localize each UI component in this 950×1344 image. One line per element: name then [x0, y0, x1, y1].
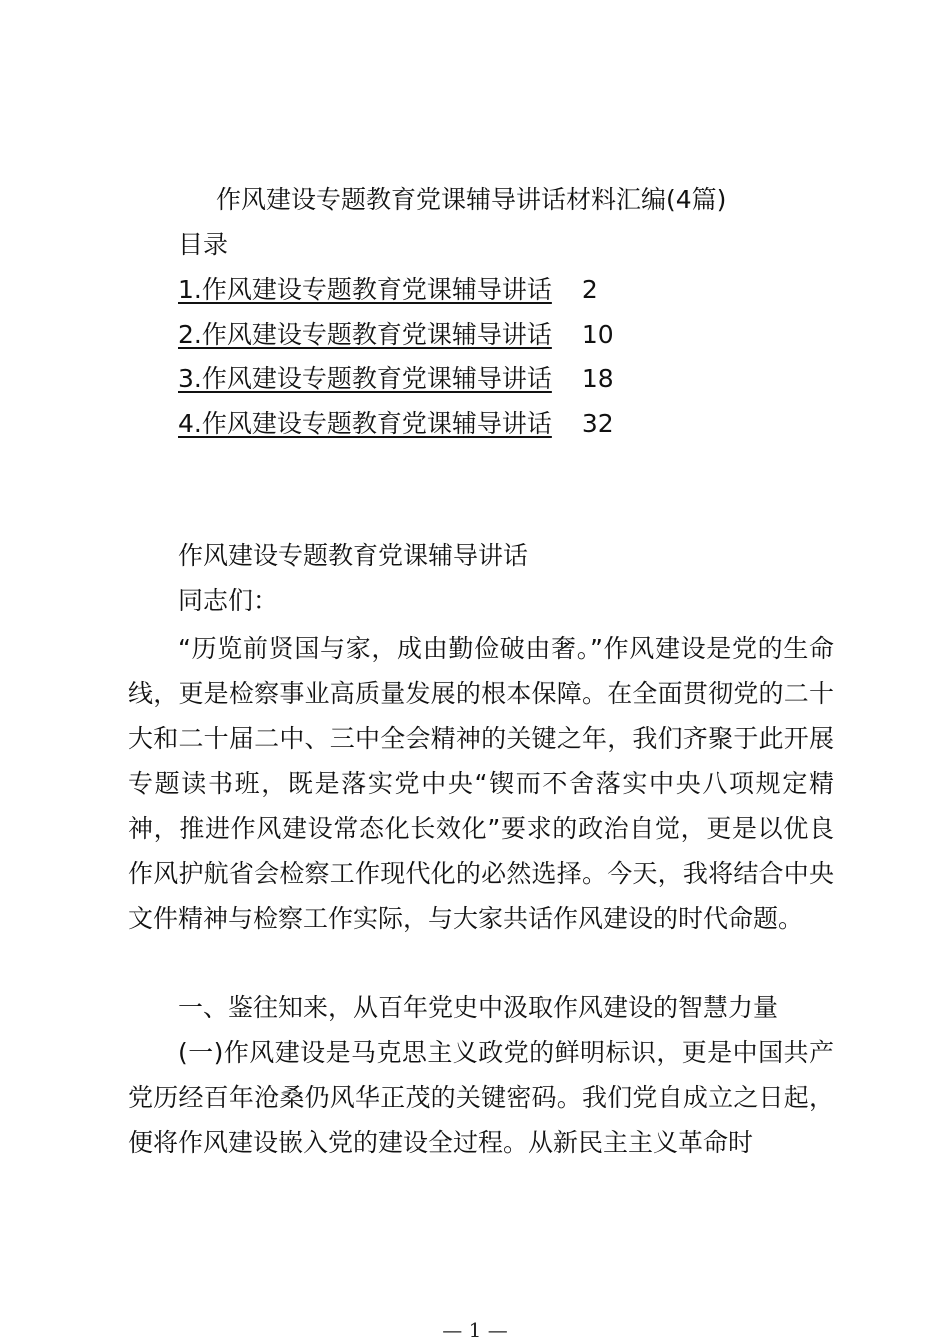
- table-of-contents: [178, 274, 614, 452]
- page-number: — 1 —: [442, 1318, 508, 1342]
- toc-entry-1[interactable]: [178, 274, 614, 319]
- toc-entry-label: 1.作风建设专题教育党课辅导讲话: [178, 275, 552, 304]
- toc-entry-page: 2: [581, 275, 598, 304]
- toc-entry-3[interactable]: [178, 363, 614, 408]
- toc-entry-label: 3.作风建设专题教育党课辅导讲话: [178, 364, 552, 393]
- toc-entry-label: 4.作风建设专题教育党课辅导讲话: [178, 408, 552, 438]
- toc-heading: 目录: [178, 230, 229, 259]
- document-title: 作风建设专题教育党课辅导讲话材料汇编(4篇): [216, 185, 727, 214]
- toc-entry-2[interactable]: [178, 319, 614, 364]
- greeting: 同志们：: [178, 586, 279, 615]
- body-paragraph: “历览前贤国与家，成由勤俭破由奢。”作风建设是党的生命线，更是检察事业高质量发展的根本保障。在全面贯彻党的二十大和二十届二中、三中全会精神的关键之年，我们齐聚于此开展专题读书班，既是落实党中央“锲而不舍落实中央八项规定精神，推进作风建设常态化长效化”要求的政治自觉，更是以优良作风护航省会检察工作现代化的必然选择。今天，我将结合中央文件精神与检察工作实际，与大家共话作风建设的时代命题。: [128, 634, 834, 933]
- toc-entry-page: 10: [581, 319, 614, 349]
- body-paragraph: (一)作风建设是马克思主义政党的鲜明标识，更是中国共产党历经百年沧桑仍风华正茂的关键密码。我们党自成立之日起，便将作风建设嵌入党的建设全过程。从新民主主义革命时: [128, 1038, 834, 1157]
- toc-entry-page: 18: [581, 364, 614, 393]
- toc-entry-4[interactable]: [178, 408, 614, 453]
- section-title: 作风建设专题教育党课辅导讲话: [178, 541, 529, 570]
- section-heading: 一、鉴往知来，从百年党史中汲取作风建设的智慧力量: [178, 993, 779, 1022]
- toc-entry-page: 32: [581, 408, 614, 438]
- toc-entry-label: 2.作风建设专题教育党课辅导讲话: [178, 319, 552, 349]
